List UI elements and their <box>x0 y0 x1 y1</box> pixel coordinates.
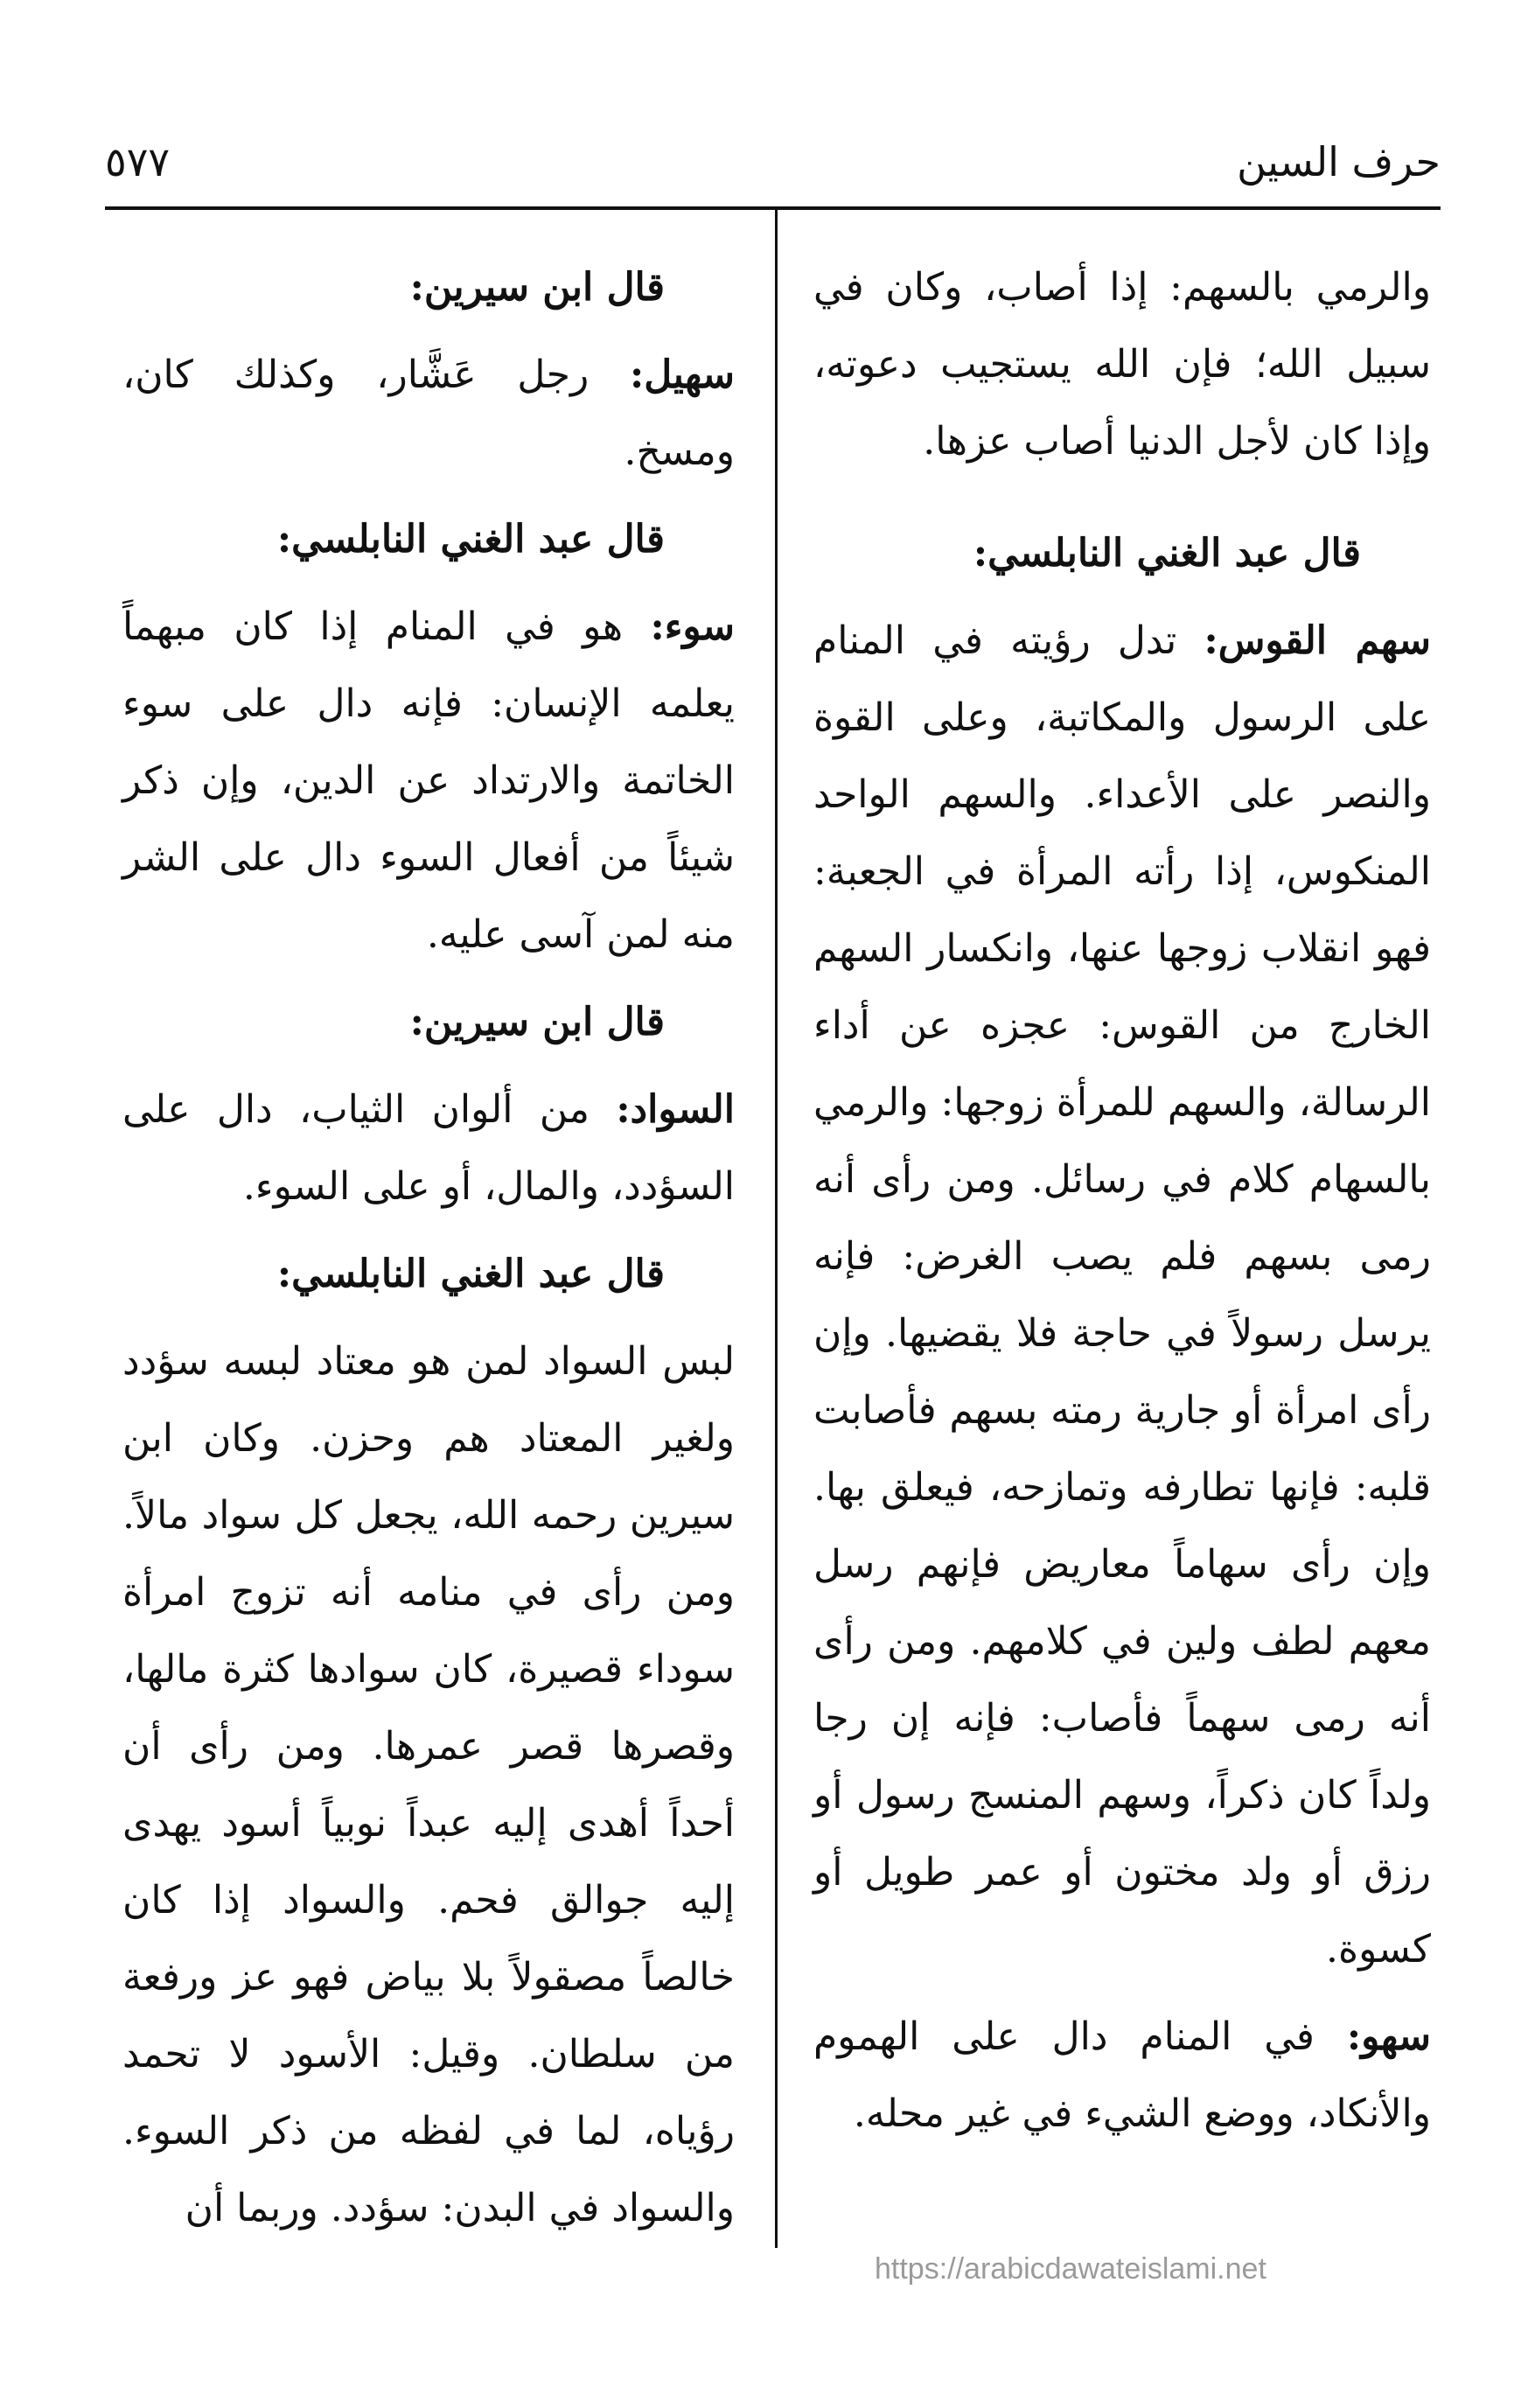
running-title: حرف السين <box>1237 138 1441 185</box>
header-rule <box>105 206 1441 210</box>
entry-sahm-al-qaws <box>813 603 1431 1988</box>
page-number: ٥٧٧ <box>105 138 171 185</box>
right-column <box>813 249 1431 2163</box>
left-column <box>122 249 735 2258</box>
entry-term: سهو: <box>1346 2014 1431 2059</box>
continuation-paragraph: والرمي بالسهم: إذا أصاب، وكان في سبيل الله؛ فإن الله يستجيب دعوته، وإذا كان لأجل الدنيا أصاب عزها. <box>813 265 1431 464</box>
entry-text: من ألوان الثياب، دال على السؤدد، والمال، أو على السوء. <box>122 1087 735 1209</box>
entry-term: السواد: <box>616 1087 735 1132</box>
entry-text: في المنام دال على الهموم والأنكاد، ووضع الشيء في غير محله. <box>813 2014 1431 2136</box>
section-heading: قال ابن سيرين: <box>409 265 665 310</box>
entry-sawad-commentary: لبس السواد لمن هو معتاد لبسه سؤدد ولغير المعتاد هم وحزن. وكان ابن سيرين رحمه الله، يجعل كل سواد مالاً. ومن رأى في منامه أنه تزوج امرأة سوداء قصيرة، كان سوادها كثرة مالها، وقصرها قصر عمرها. ومن رأى أن أحداً أهدى إليه عبداً نوبياً أسود يهدى إليه جوالق فحم. والسواد إذا كان خالصاً مصقولاً بلا بياض فهو عز ورفعة من سلطان. وقيل: الأسود لا تحمد رؤياه، لما في لفظه من ذكر السوء. والسواد في البدن: سؤدد. وربما أن <box>122 1339 735 2230</box>
section-heading: قال عبد الغني النابلسي: <box>973 531 1361 576</box>
section-heading: قال عبد الغني النابلسي: <box>276 1252 665 1296</box>
entry-al-sawad <box>122 1071 735 1225</box>
watermark-url: https://arabicdawateislami.net <box>875 2252 1266 2286</box>
entry-term: سوء: <box>650 604 735 649</box>
entry-term: سهم القوس: <box>1204 618 1431 663</box>
entry-text: تدل رؤيته في المنام على الرسول والمكاتبة، وعلى القوة والنصر على الأعداء. والسهم الواحد المنكوس، إذا رأته المرأة في الجعبة: فهو انقلاب زوجها عنها، وانكسار السهم الخارج من القوس: عجزه عن أداء الرسالة، والسهم للمرأة زوجها: والرمي بالسهام كلام في رسائل. ومن رأى أنه رمى بسهم فلم يصب الغرض: فإنه يرسل رسولاً في حاجة فلا يقضيها. وإن رأى امرأة أو جارية رمته بسهم فأصابت قلبه: فإنها تطارفه وتمازحه، فيعلق بها. وإن رأى سهاماً معاريض فإنهم رسل معهم لطف ولين في كلامهم. ومن رأى أنه رمى سهماً فأصاب: فإنه إن رجا ولداً كان ذكراً، وسهم المنسج رسول أو رزق أو ولد مختون أو عمر طويل أو كسوة. <box>813 618 1431 1972</box>
column-divider <box>775 210 778 2248</box>
entry-text: هو في المنام إذا كان مبهماً يعلمه الإنسان: فإنه دال على سوء الخاتمة والارتداد عن الدين، وإن ذكر شيئاً من أفعال السوء دال على الشر منه لمن آسى عليه. <box>122 604 735 957</box>
page-header <box>105 131 1441 210</box>
section-heading: قال عبد الغني النابلسي: <box>276 517 665 562</box>
entry-text: رجل عَشَّار، وكذلك كان، ومسخ. <box>122 352 735 474</box>
entry-suhail <box>122 337 735 491</box>
section-heading: قال ابن سيرين: <box>409 1000 665 1044</box>
entry-term: سهيل: <box>630 352 735 397</box>
entry-sahw <box>813 1999 1431 2153</box>
entry-su <box>122 589 735 974</box>
